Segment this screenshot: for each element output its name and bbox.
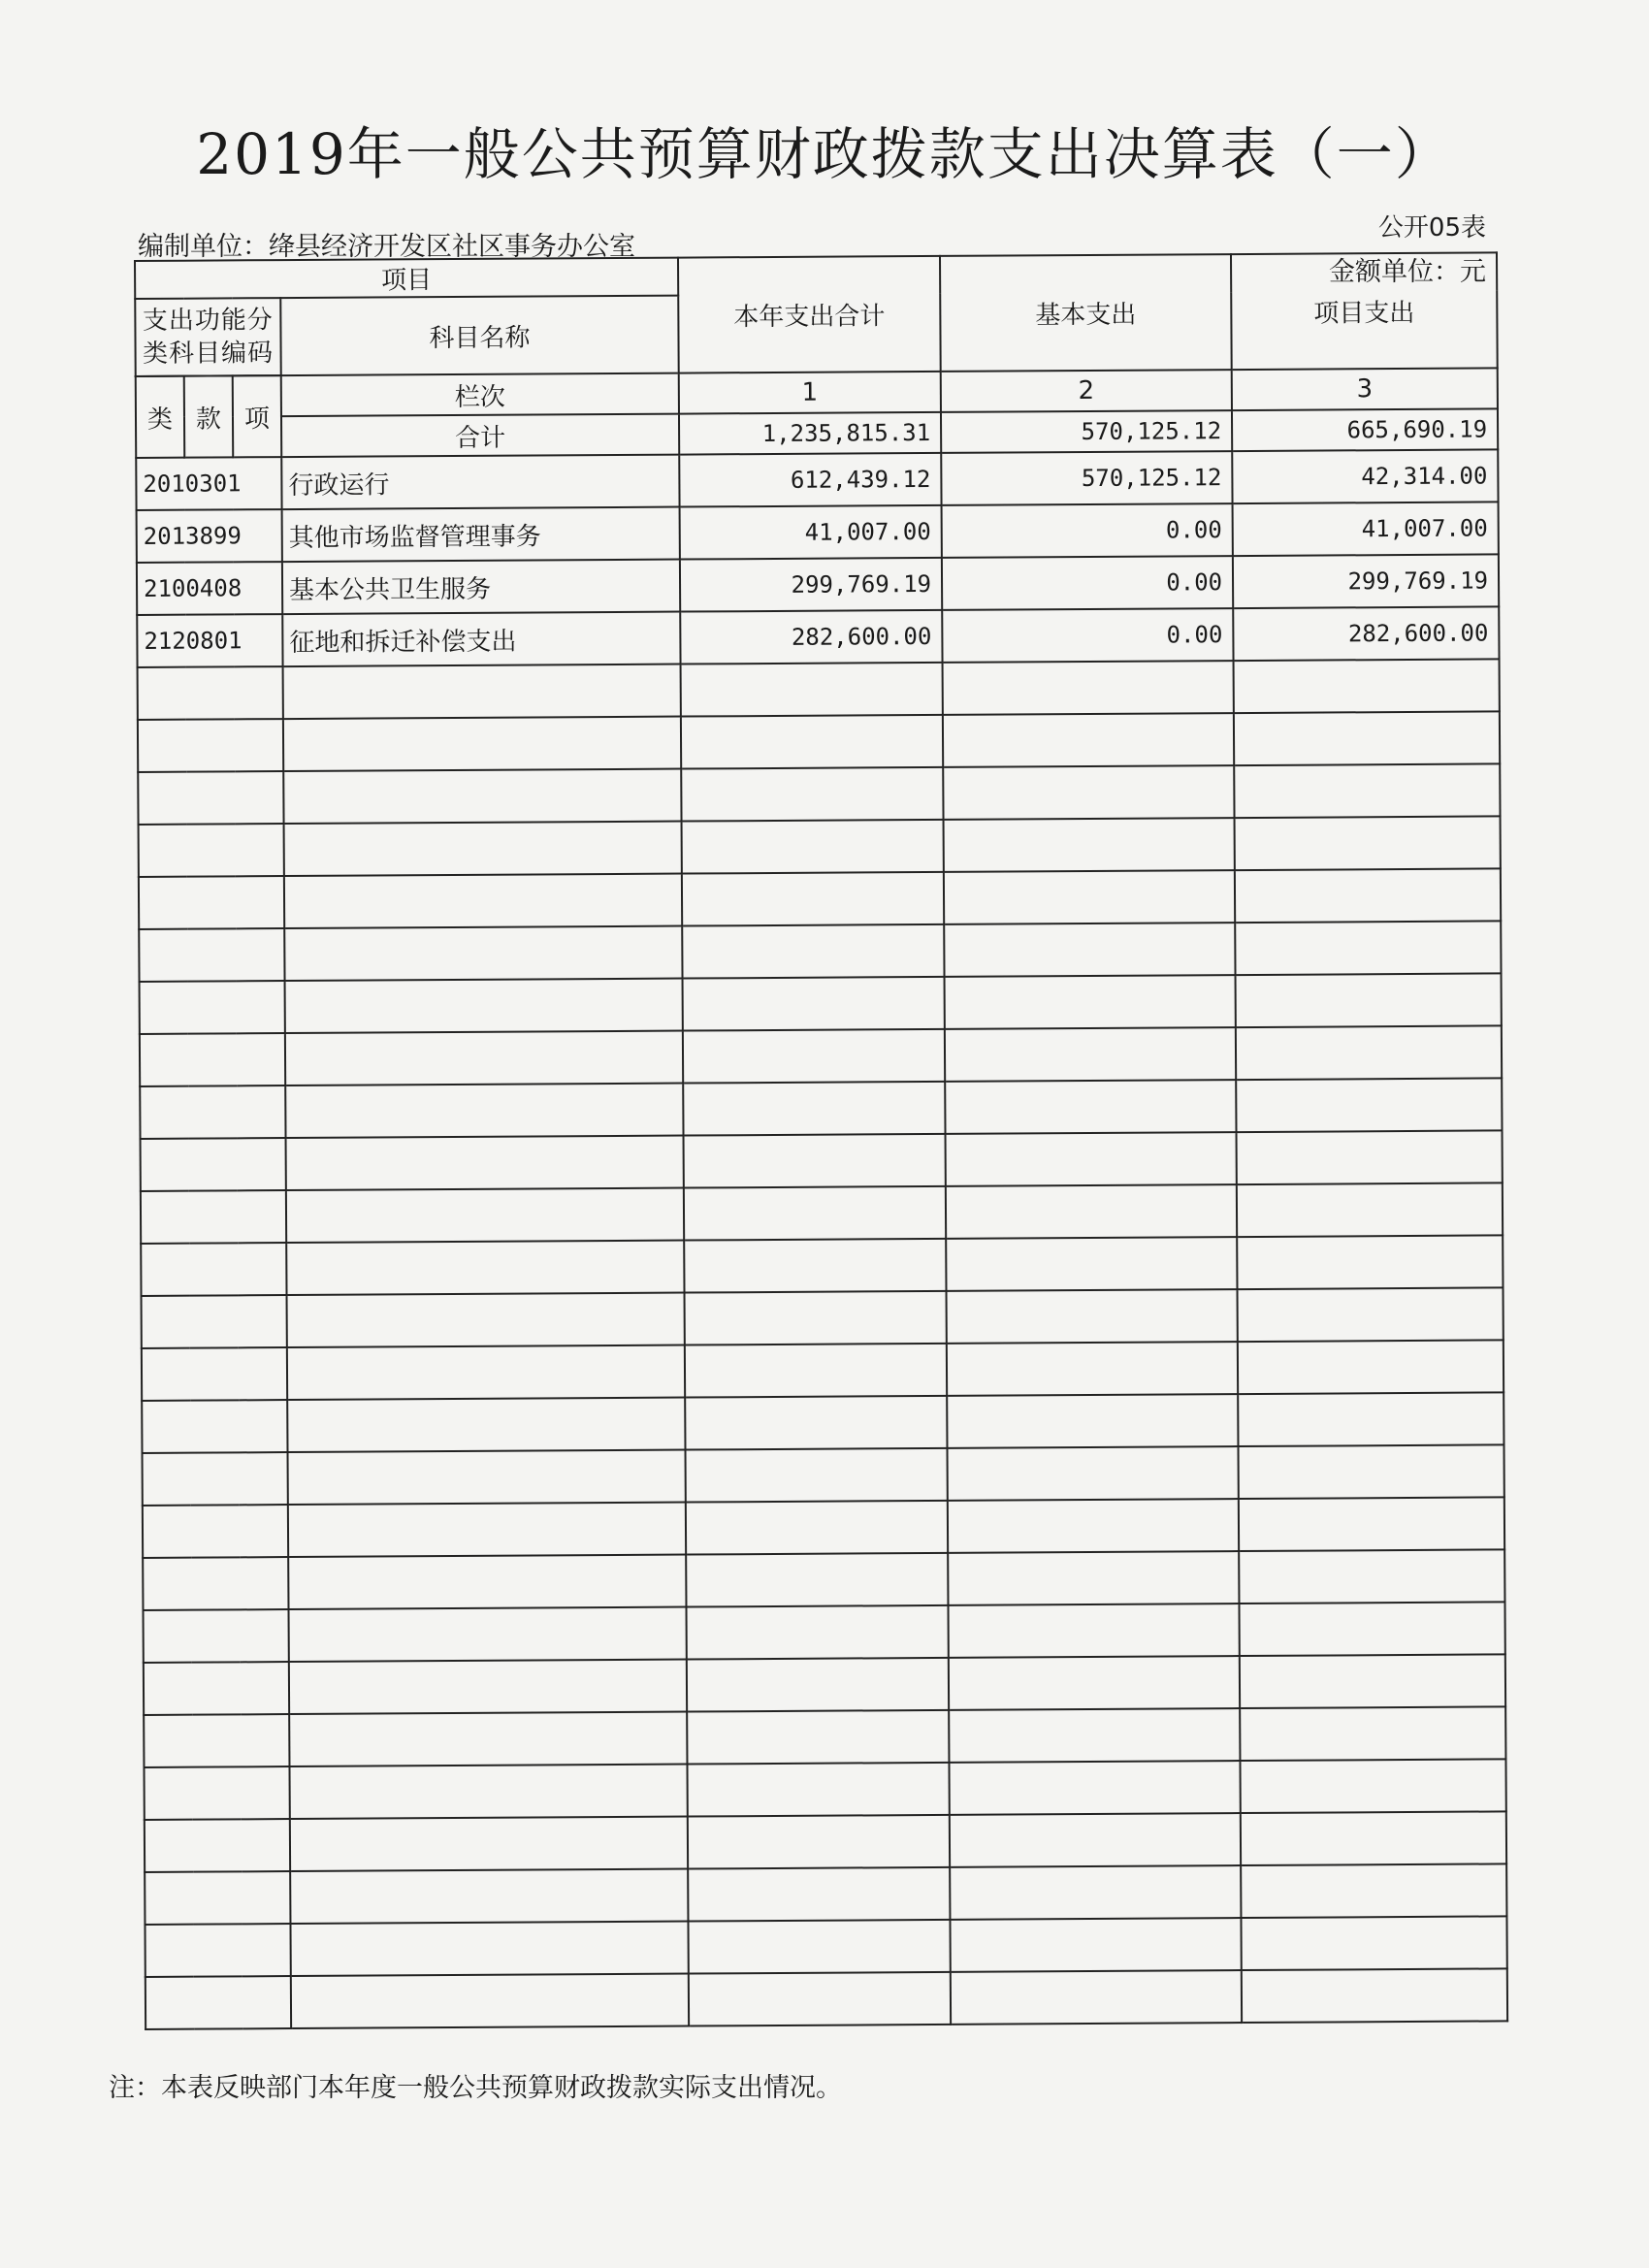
empty-cell bbox=[288, 1555, 686, 1610]
empty-cell bbox=[285, 1031, 683, 1086]
empty-cell bbox=[287, 1345, 685, 1401]
empty-cell bbox=[1240, 1654, 1505, 1708]
header-col3: 3 bbox=[1232, 368, 1498, 410]
empty-row bbox=[139, 816, 1501, 877]
header-lei: 类 bbox=[136, 376, 185, 458]
empty-cell bbox=[1239, 1497, 1504, 1551]
empty-row bbox=[144, 1654, 1505, 1715]
empty-cell bbox=[943, 661, 1234, 715]
empty-cell bbox=[685, 1396, 947, 1450]
empty-cell bbox=[689, 1972, 951, 2026]
sum-project: 665,690.19 bbox=[1232, 408, 1498, 451]
empty-cell bbox=[285, 1084, 683, 1139]
empty-cell bbox=[944, 818, 1235, 872]
row-project: 282,600.00 bbox=[1233, 606, 1499, 661]
empty-row bbox=[139, 868, 1501, 929]
empty-cell bbox=[142, 1347, 287, 1401]
empty-cell bbox=[140, 1033, 285, 1086]
table-row bbox=[137, 502, 1499, 563]
row-total: 299,769.19 bbox=[680, 558, 942, 612]
empty-cell bbox=[1238, 1392, 1504, 1446]
empty-cell bbox=[686, 1553, 948, 1607]
row-code: 2100408 bbox=[137, 562, 282, 615]
empty-row bbox=[144, 1759, 1505, 1820]
empty-cell bbox=[948, 1551, 1239, 1605]
table-row bbox=[137, 606, 1499, 667]
empty-cell bbox=[949, 1708, 1240, 1763]
empty-cell bbox=[683, 1029, 945, 1084]
empty-row bbox=[138, 711, 1500, 772]
empty-cell bbox=[1241, 1863, 1506, 1918]
header-row-item bbox=[135, 252, 1497, 299]
row-total: 612,439.12 bbox=[679, 453, 941, 507]
form-number: 公开05表 bbox=[1377, 213, 1486, 243]
empty-cell bbox=[144, 1714, 289, 1767]
row-code: 2010301 bbox=[136, 457, 281, 510]
header-kuan: 款 bbox=[184, 375, 234, 457]
empty-cell bbox=[145, 1924, 290, 1977]
empty-row bbox=[139, 921, 1501, 982]
empty-cell bbox=[139, 928, 284, 982]
empty-cell bbox=[289, 1765, 687, 1820]
empty-cell bbox=[286, 1241, 684, 1296]
empty-cell bbox=[146, 1976, 291, 2029]
empty-cell bbox=[285, 979, 683, 1034]
empty-cell bbox=[283, 769, 681, 825]
empty-cell bbox=[948, 1446, 1239, 1501]
empty-row bbox=[146, 1968, 1507, 2029]
empty-cell bbox=[286, 1188, 684, 1244]
empty-cell bbox=[945, 1080, 1236, 1134]
header-project: 项目支出 bbox=[1231, 252, 1498, 370]
empty-cell bbox=[139, 824, 284, 877]
empty-row bbox=[142, 1287, 1504, 1348]
row-basic: 0.00 bbox=[942, 556, 1233, 610]
empty-cell bbox=[1235, 816, 1501, 870]
empty-cell bbox=[144, 1609, 289, 1663]
empty-cell bbox=[1234, 659, 1500, 713]
row-subject-name: 行政运行 bbox=[281, 455, 679, 510]
footnote: 注：本表反映部门本年度一般公共预算财政拨款实际支出情况。 bbox=[109, 2073, 842, 2103]
empty-cell bbox=[289, 1607, 687, 1663]
empty-cell bbox=[948, 1499, 1239, 1553]
empty-cell bbox=[287, 1398, 685, 1453]
empty-cell bbox=[682, 872, 944, 926]
empty-cell bbox=[946, 1237, 1237, 1291]
empty-cell bbox=[1239, 1602, 1504, 1656]
empty-row bbox=[143, 1497, 1504, 1558]
row-project: 299,769.19 bbox=[1233, 554, 1499, 608]
empty-cell bbox=[286, 1136, 684, 1191]
empty-cell bbox=[143, 1452, 288, 1506]
empty-cell bbox=[1241, 1811, 1506, 1865]
empty-cell bbox=[138, 666, 283, 720]
empty-cell bbox=[684, 1186, 946, 1241]
sum-label: 合计 bbox=[281, 414, 679, 458]
header-col1: 1 bbox=[679, 372, 941, 414]
empty-cell bbox=[143, 1505, 288, 1558]
empty-cell bbox=[145, 1871, 290, 1925]
sum-basic: 570,125.12 bbox=[941, 410, 1232, 453]
empty-cell bbox=[290, 1869, 688, 1925]
expenditure-table-wrapper bbox=[134, 251, 1506, 2030]
empty-cell bbox=[688, 1920, 950, 1974]
empty-row bbox=[141, 1130, 1503, 1191]
empty-row bbox=[141, 1235, 1503, 1296]
empty-cell bbox=[688, 1815, 950, 1869]
empty-row bbox=[145, 1863, 1506, 1925]
empty-cell bbox=[946, 1132, 1237, 1186]
empty-cell bbox=[944, 870, 1235, 924]
empty-cell bbox=[688, 1867, 950, 1922]
empty-cell bbox=[683, 977, 945, 1031]
empty-cell bbox=[947, 1342, 1238, 1396]
empty-cell bbox=[144, 1766, 289, 1820]
empty-row bbox=[140, 973, 1502, 1034]
empty-row bbox=[141, 1183, 1503, 1244]
header-func-code: 支出功能分类科目编码 bbox=[135, 298, 280, 376]
empty-cell bbox=[1239, 1549, 1504, 1604]
header-total: 本年支出合计 bbox=[678, 256, 941, 373]
row-basic: 0.00 bbox=[942, 608, 1233, 663]
empty-cell bbox=[945, 975, 1236, 1029]
empty-cell bbox=[684, 1134, 946, 1188]
empty-cell bbox=[283, 717, 681, 772]
empty-cell bbox=[1235, 921, 1501, 975]
empty-row bbox=[145, 1811, 1506, 1872]
empty-cell bbox=[140, 1085, 285, 1139]
empty-cell bbox=[138, 719, 283, 772]
expenditure-table bbox=[134, 251, 1508, 2030]
empty-cell bbox=[1237, 1183, 1503, 1237]
empty-cell bbox=[687, 1710, 949, 1765]
header-item: 项目 bbox=[135, 258, 678, 299]
empty-cell bbox=[1241, 1916, 1506, 1970]
empty-cell bbox=[1236, 973, 1502, 1027]
empty-cell bbox=[289, 1660, 687, 1715]
empty-cell bbox=[685, 1291, 947, 1345]
empty-cell bbox=[1237, 1130, 1503, 1184]
empty-cell bbox=[1238, 1340, 1504, 1394]
empty-cell bbox=[1234, 711, 1500, 765]
empty-cell bbox=[943, 713, 1234, 767]
empty-cell bbox=[686, 1501, 948, 1555]
empty-cell bbox=[681, 663, 943, 717]
row-subject-name: 征地和拆迁补偿支出 bbox=[282, 612, 680, 667]
empty-cell bbox=[142, 1400, 287, 1453]
row-code: 2120801 bbox=[137, 614, 282, 667]
empty-cell bbox=[1236, 1078, 1502, 1132]
row-basic: 0.00 bbox=[942, 503, 1233, 558]
empty-cell bbox=[685, 1344, 947, 1398]
empty-cell bbox=[141, 1243, 286, 1296]
empty-cell bbox=[139, 876, 284, 929]
empty-cell bbox=[687, 1658, 949, 1712]
empty-cell bbox=[290, 1922, 688, 1977]
empty-cell bbox=[951, 1970, 1242, 2025]
empty-cell bbox=[687, 1763, 949, 1817]
empty-row bbox=[142, 1340, 1504, 1401]
empty-cell bbox=[949, 1604, 1240, 1658]
empty-cell bbox=[289, 1712, 687, 1767]
empty-cell bbox=[687, 1605, 949, 1660]
empty-cell bbox=[945, 1027, 1236, 1082]
empty-cell bbox=[143, 1557, 288, 1610]
page-title: 2019年一般公共预算财政拨款支出决算表（一） bbox=[196, 121, 1453, 187]
empty-row bbox=[143, 1444, 1504, 1506]
empty-cell bbox=[950, 1813, 1241, 1867]
empty-cell bbox=[1237, 1235, 1503, 1289]
empty-cell bbox=[284, 874, 682, 929]
empty-cell bbox=[290, 1817, 688, 1872]
header-xiang: 项 bbox=[233, 375, 282, 457]
compiling-unit: 编制单位：绛县经济开发区社区事务办公室 bbox=[138, 232, 635, 262]
empty-cell bbox=[1238, 1287, 1504, 1342]
empty-cell bbox=[140, 981, 285, 1034]
empty-cell bbox=[947, 1289, 1238, 1344]
empty-cell bbox=[138, 771, 283, 825]
empty-cell bbox=[284, 926, 682, 982]
header-col2: 2 bbox=[941, 370, 1232, 412]
row-project: 41,007.00 bbox=[1233, 502, 1499, 556]
empty-cell bbox=[943, 765, 1234, 820]
empty-cell bbox=[1236, 1025, 1502, 1080]
empty-cell bbox=[682, 924, 944, 979]
empty-cell bbox=[283, 664, 681, 720]
empty-row bbox=[138, 763, 1500, 825]
empty-cell bbox=[141, 1190, 286, 1244]
header-subject-name: 科目名称 bbox=[280, 296, 678, 376]
empty-cell bbox=[288, 1503, 686, 1558]
empty-cell bbox=[950, 1865, 1241, 1920]
empty-cell bbox=[950, 1918, 1241, 1972]
empty-row bbox=[140, 1025, 1502, 1086]
empty-cell bbox=[686, 1448, 948, 1503]
empty-row bbox=[142, 1392, 1504, 1453]
header-column-no: 栏次 bbox=[281, 373, 679, 417]
row-basic: 570,125.12 bbox=[941, 451, 1232, 505]
empty-cell bbox=[288, 1450, 686, 1506]
table-row bbox=[136, 449, 1498, 510]
empty-cell bbox=[1235, 868, 1501, 923]
row-total: 41,007.00 bbox=[680, 505, 942, 560]
row-subject-name: 基本公共卫生服务 bbox=[282, 560, 680, 615]
empty-cell bbox=[683, 1082, 945, 1136]
empty-cell bbox=[144, 1662, 289, 1715]
empty-cell bbox=[1234, 763, 1500, 818]
empty-row bbox=[144, 1602, 1505, 1663]
empty-cell bbox=[946, 1184, 1237, 1239]
currency-unit: 金额单位：元 bbox=[1329, 257, 1486, 287]
row-project: 42,314.00 bbox=[1232, 449, 1498, 503]
empty-cell bbox=[684, 1239, 946, 1293]
empty-row bbox=[143, 1549, 1504, 1610]
empty-row bbox=[144, 1706, 1505, 1767]
empty-cell bbox=[681, 767, 943, 822]
empty-row bbox=[140, 1078, 1502, 1139]
sum-total: 1,235,815.31 bbox=[679, 412, 941, 455]
empty-cell bbox=[949, 1761, 1240, 1815]
empty-cell bbox=[1240, 1759, 1505, 1813]
empty-cell bbox=[141, 1138, 286, 1191]
header-basic: 基本支出 bbox=[940, 254, 1232, 372]
row-total: 282,600.00 bbox=[680, 610, 942, 664]
empty-cell bbox=[145, 1819, 290, 1872]
table-row bbox=[137, 554, 1499, 615]
empty-cell bbox=[287, 1293, 685, 1348]
empty-cell bbox=[1242, 1968, 1507, 2023]
empty-row bbox=[145, 1916, 1506, 1977]
empty-cell bbox=[1240, 1706, 1505, 1761]
empty-cell bbox=[284, 822, 682, 877]
empty-cell bbox=[291, 1974, 689, 2029]
empty-cell bbox=[142, 1295, 287, 1348]
empty-cell bbox=[682, 820, 944, 874]
empty-cell bbox=[1239, 1444, 1504, 1499]
empty-cell bbox=[947, 1394, 1238, 1448]
empty-cell bbox=[681, 715, 943, 769]
empty-cell bbox=[944, 923, 1235, 977]
empty-cell bbox=[949, 1656, 1240, 1710]
row-subject-name: 其他市场监督管理事务 bbox=[282, 507, 680, 563]
row-code: 2013899 bbox=[137, 509, 282, 563]
empty-row bbox=[138, 659, 1500, 720]
